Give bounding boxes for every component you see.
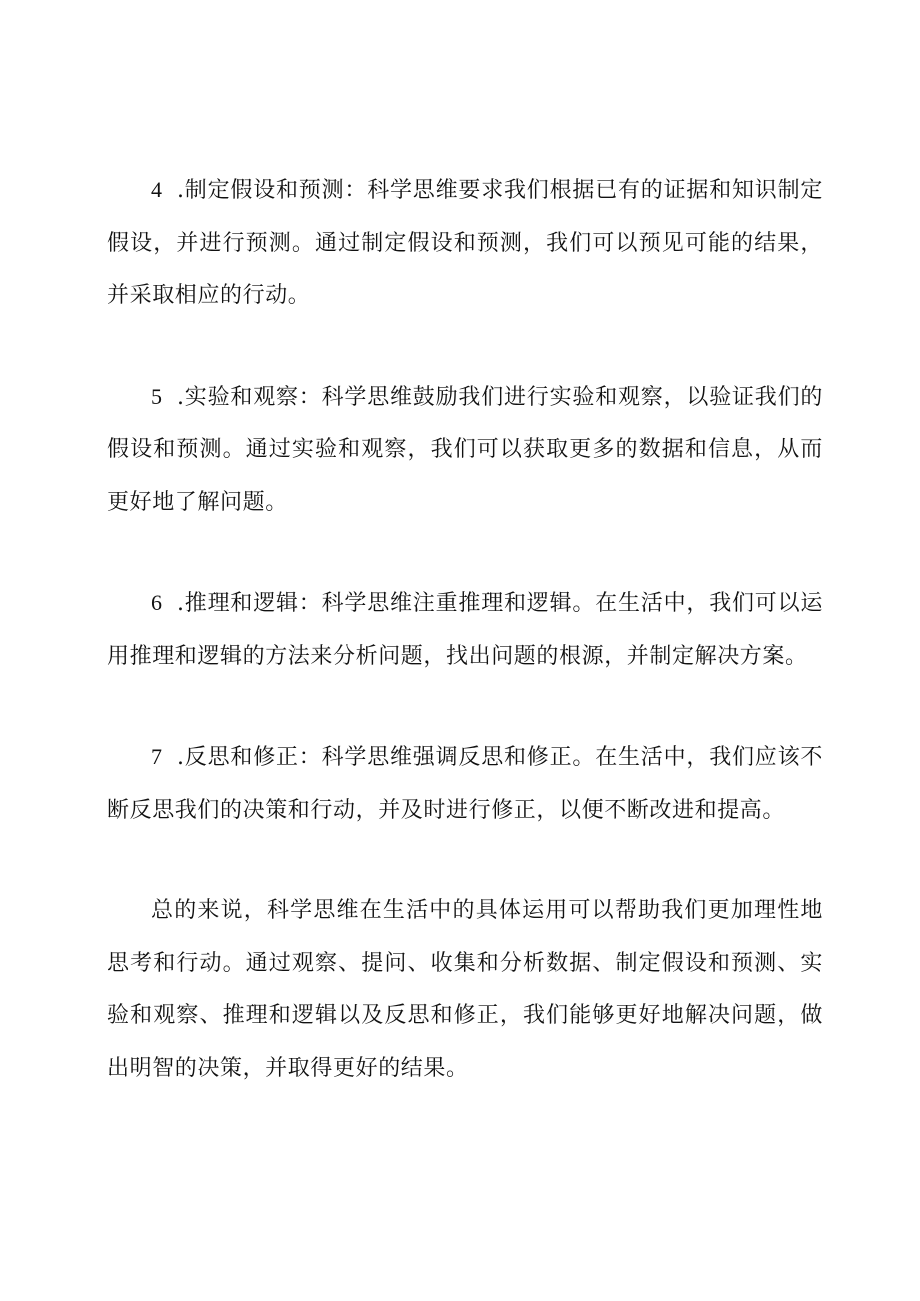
item-number: 5	[151, 383, 163, 409]
paragraph-text: .推理和逻辑：科学思维注重推理和逻辑。在生活中，我们可以运用推理和逻辑的方法来分析问题，找出问题的根源，并制定解决方案。	[107, 591, 823, 669]
numbered-paragraph-7	[107, 731, 823, 837]
item-number: 4	[151, 177, 163, 202]
item-number: 7	[151, 744, 163, 769]
paragraph-text: .制定假设和预测：科学思维要求我们根据已有的证据和知识制定假设，并进行预测。通过制定假设和预测，我们可以预见可能的结果，并采取相应的行动。	[107, 178, 823, 308]
paragraph-text: .实验和观察：科学思维鼓励我们进行实验和观察，以验证我们的假设和预测。通过实验和观察，我们可以获取更多的数据和信息，从而更好地了解问题。	[107, 384, 823, 515]
numbered-paragraph-5	[107, 371, 823, 530]
numbered-paragraph-4	[107, 164, 823, 323]
paragraph-text: .反思和修正：科学思维强调反思和修正。在生活中，我们应该不断反思我们的决策和行动，并及时进行修正，以便不断改进和提高。	[107, 745, 823, 823]
document-content	[107, 164, 823, 1095]
summary-paragraph: 总的来说，科学思维在生活中的具体运用可以帮助我们更加理性地思考和行动。通过观察、提问、收集和分析数据、制定假设和预测、实验和观察、推理和逻辑以及反思和修正，我们能够更好地解决问题，做出明智的决策，并取得更好的结果。	[107, 898, 823, 1081]
numbered-paragraph-6	[107, 577, 823, 683]
item-number: 6	[151, 590, 163, 615]
